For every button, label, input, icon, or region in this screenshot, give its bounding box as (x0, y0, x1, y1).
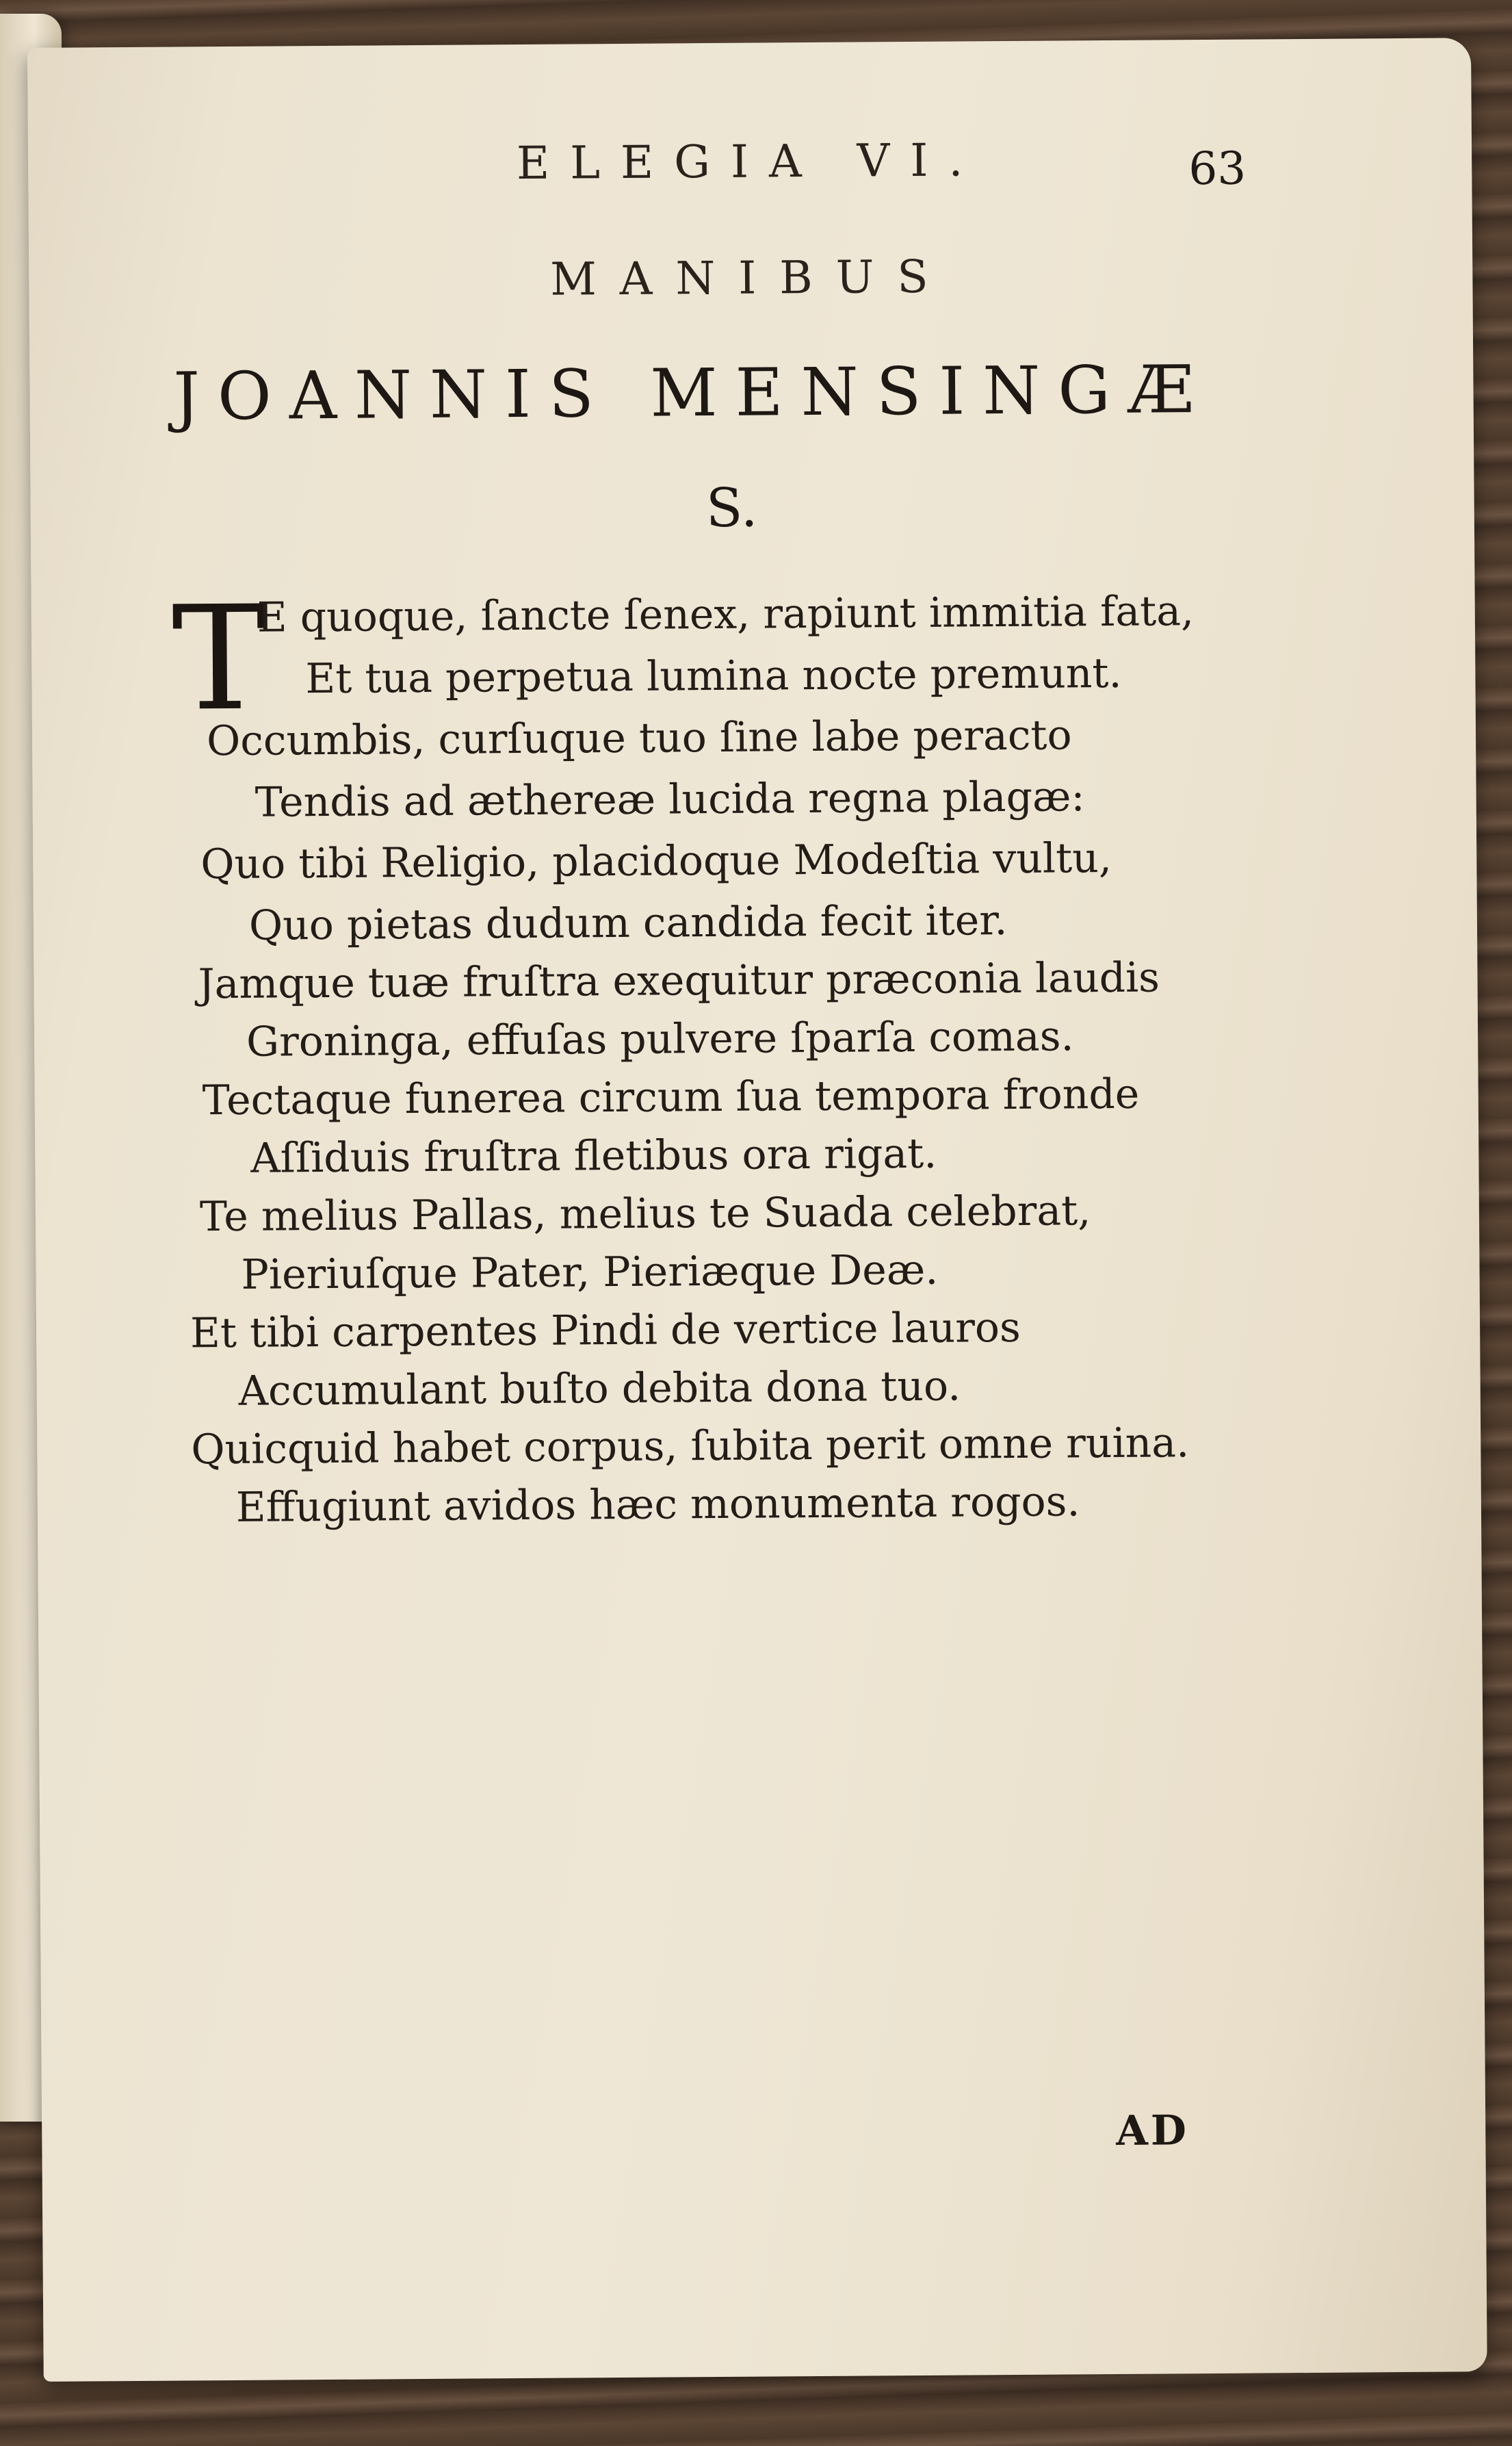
poem-line: Occumbis, curſuque tuo ſine labe peracto (206, 711, 1072, 766)
poem-line: E quoque, ſancte ſenex, rapiunt immitia fata, (257, 587, 1195, 642)
poem-line: Et tua perpetua lumina nocte premunt. (305, 649, 1122, 704)
title-line-name: JOANNIS MENSINGÆ (173, 350, 1212, 435)
page-number: 63 (1188, 142, 1247, 196)
poem-line: Groninga, effuſas pulvere ſparſa comas. (246, 1012, 1074, 1066)
poem-line: Et tibi carpentes Pindi de vertice lauros (190, 1303, 1021, 1358)
poem-line: Quo tibi Religio, placidoque Modeſtia vultu, (200, 834, 1112, 889)
poem-line: Quicquid habet corpus, ſubita perit omne ruina. (191, 1419, 1190, 1474)
title-line-manibus: MANIBUS (549, 250, 952, 306)
poem-line: Quo pietas dudum candida fecit iter. (248, 897, 1008, 950)
title-line-s: S. (705, 477, 758, 540)
running-head: ELEGIA VI. (516, 133, 984, 190)
poem-line: Tectaque funerea circum ſua tempora fronde (202, 1070, 1140, 1125)
poem-line: Te melius Pallas, melius te Suada celebrat, (199, 1187, 1091, 1241)
poem-line: Effugiunt avidos hæc monumenta rogos. (235, 1478, 1080, 1532)
poem-line: Tendis ad æthereæ lucida regna plagæ: (255, 773, 1085, 827)
catchword: AD (1116, 2107, 1190, 2155)
poem-line: Pieriuſque Pater, Pieriæque Deæ. (241, 1246, 939, 1299)
book-page (27, 38, 1487, 2382)
poem-line: Aſſiduis fruſtra fletibus ora rigat. (250, 1129, 937, 1183)
poem-line: Accumulant buſto debita dona tuo. (238, 1362, 961, 1415)
drop-cap: T (171, 574, 269, 743)
poem-line: Jamque tuæ fruſtra exequitur præconia laudis (198, 953, 1160, 1009)
